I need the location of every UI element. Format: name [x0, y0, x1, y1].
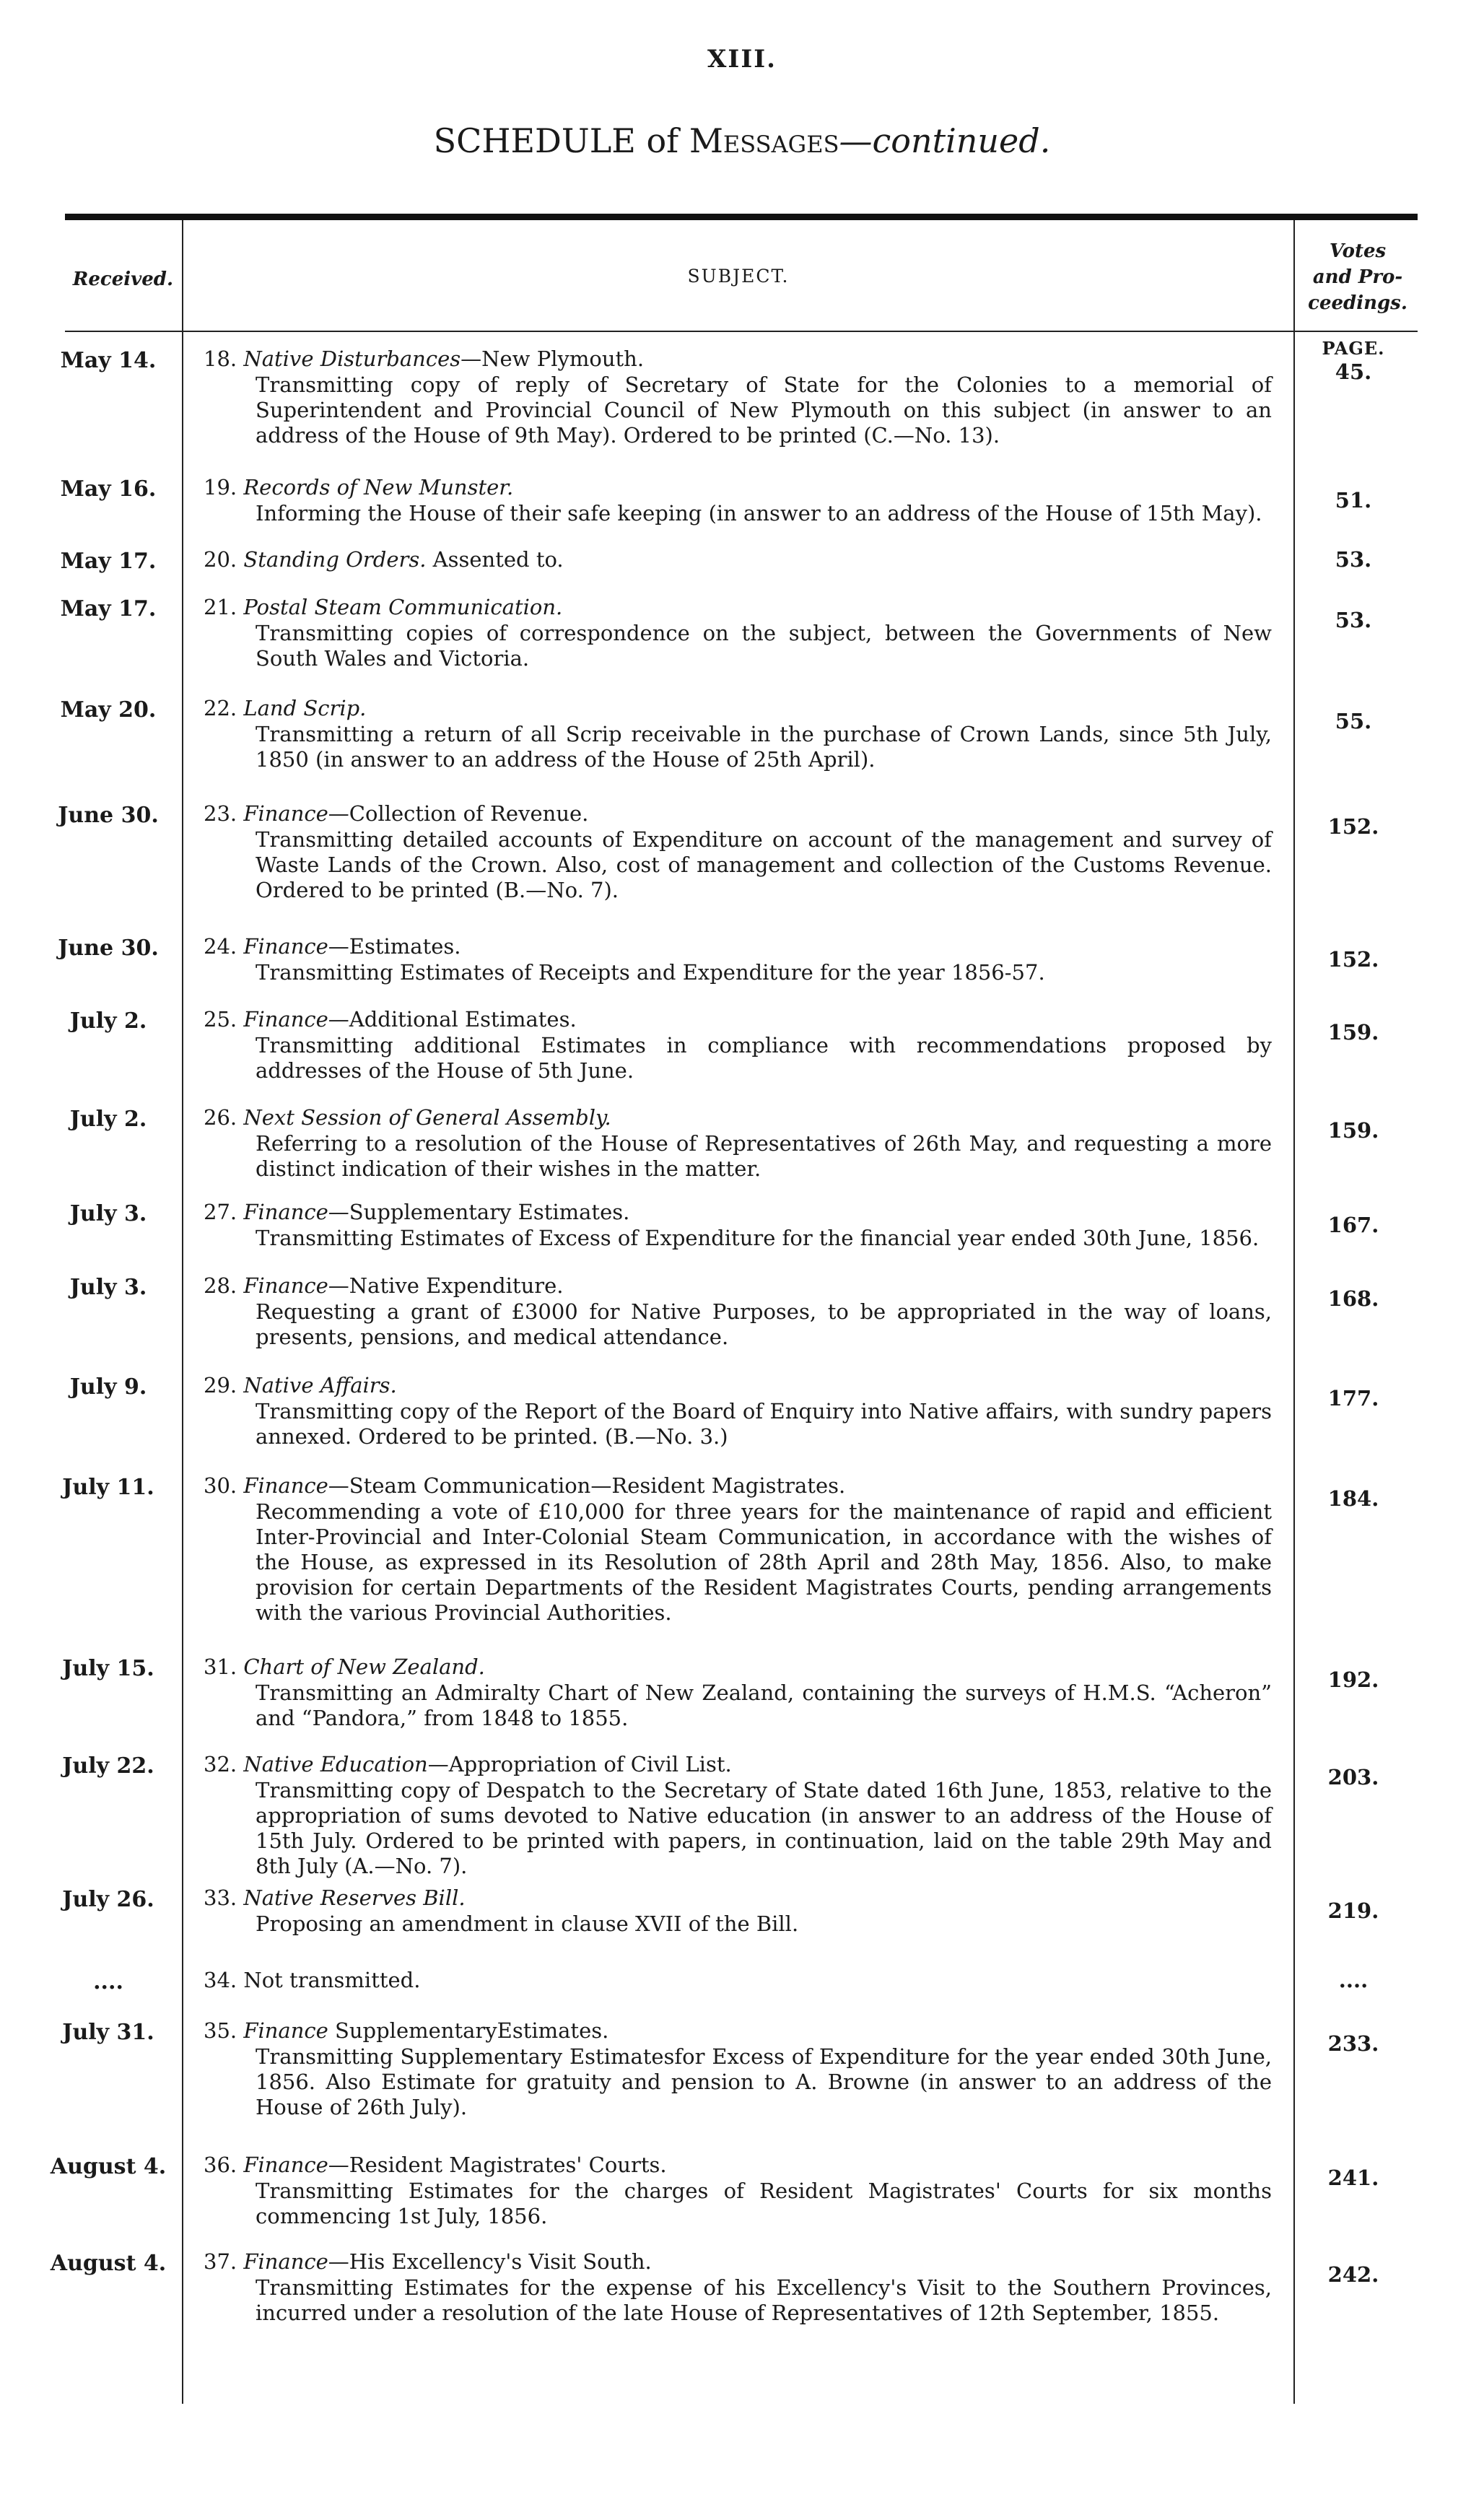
page-reference: 159.: [1327, 1118, 1379, 1143]
page-reference: 177.: [1327, 1386, 1379, 1411]
message-number: 25.: [204, 1007, 244, 1032]
message-heading: [204, 1966, 1272, 1994]
page-reference: 167.: [1327, 1213, 1379, 1237]
subject-cell: [204, 1198, 1272, 1251]
message-number: 30.: [204, 1473, 244, 1498]
message-number: 34.: [204, 1968, 244, 1992]
subject-cell: [204, 694, 1272, 772]
received-date: May 20.: [60, 697, 157, 723]
message-subtopic: —Collection of Revenue.: [328, 801, 589, 826]
subject-cell: [204, 800, 1272, 903]
title-messages: Messages: [689, 121, 839, 160]
message-subtopic: —Additional Estimates.: [328, 1007, 577, 1032]
message-description: Transmitting Estimates of Receipts and Expenditure for the year 1856-57.: [256, 960, 1045, 985]
message-topic: Standing Orders.: [243, 547, 427, 572]
subject-cell: [204, 933, 1272, 985]
message-topic: Next Session of General Assembly.: [243, 1105, 611, 1130]
header-received: Received.: [72, 269, 173, 290]
title-continued: —continued.: [839, 121, 1051, 160]
received-date: July 26.: [62, 1887, 154, 1912]
message-description: Transmitting additional Estimates in compliance with recommendations proposed by addresses of the House of 5th June.: [256, 1033, 1272, 1083]
message-topic: Finance: [243, 934, 328, 959]
message-description: Transmitting a return of all Scrip receivable in the purchase of Crown Lands, since 5th July, 1850 (in answer to an address of the House of 25th April).: [256, 722, 1272, 772]
message-number: 26.: [204, 1105, 244, 1130]
title-main: SCHEDULE: [433, 121, 636, 160]
page-reference: 184.: [1327, 1486, 1379, 1511]
message-number: 36.: [204, 2153, 244, 2177]
message-heading: [204, 593, 1272, 621]
received-date: July 3.: [69, 1275, 147, 1300]
message-number: 33.: [204, 1885, 244, 1910]
message-topic: Finance: [243, 1200, 328, 1224]
column-divider-left: [182, 220, 183, 2404]
title-of: of: [646, 121, 679, 160]
message-topic: Postal Steam Communication.: [243, 595, 563, 619]
page-reference: 51.: [1335, 488, 1372, 513]
message-subtopic: Not transmitted.: [243, 1968, 421, 1992]
header-rule: [65, 331, 1418, 332]
page-reference: 219.: [1327, 1898, 1379, 1923]
page-reference: 168.: [1327, 1286, 1379, 1311]
message-subtopic: —Steam Communication—Resident Magistrates.: [328, 1473, 846, 1498]
message-topic: Native Disturbances: [243, 346, 461, 371]
header-votes-line2: and Pro-: [1312, 266, 1403, 288]
message-description: Transmitting detailed accounts of Expenditure on account of the management and survey of Waste Lands of the Crown. Also, cost of management and collection of the Customs Revenue. Ordered to be printed (B.—No. 7).: [256, 827, 1272, 902]
subject-cell: [204, 345, 1272, 448]
message-subtopic: —Appropriation of Civil List.: [427, 1752, 732, 1776]
message-number: 21.: [204, 595, 244, 619]
received-date: July 11.: [62, 1475, 154, 1500]
received-date: July 9.: [69, 1374, 147, 1400]
message-heading: [204, 1472, 1272, 1499]
message-description: Transmitting copy of the Report of the Board of Enquiry into Native affairs, with sundry papers annexed. Ordered to be printed. (B.—No. 3.): [256, 1399, 1272, 1449]
message-heading: [204, 2248, 1272, 2275]
message-topic: Finance: [243, 801, 328, 826]
message-subtopic: —Supplementary Estimates.: [328, 1200, 630, 1224]
message-heading: [204, 1272, 1272, 1299]
subject-cell: [204, 1472, 1272, 1626]
page-title: [0, 121, 1484, 160]
message-description: Transmitting copy of Despatch to the Secretary of State dated 16th June, 1853, relative to the appropriation of sums devoted to Native education (in answer to an address of the House of 15th July. Ordered to be printed with papers, in continuation, laid on the table 29th May and 8th July (A.—No. 7).: [256, 1778, 1272, 1878]
message-topic: Finance: [243, 1007, 328, 1032]
message-heading: [204, 1884, 1272, 1911]
received-date: July 22.: [62, 1753, 154, 1779]
message-heading: [204, 1372, 1272, 1399]
message-subtopic: —His Excellency's Visit South.: [328, 2249, 652, 2274]
message-subtopic: —Native Expenditure.: [328, 1273, 564, 1298]
page-reference: 241.: [1327, 2166, 1379, 2190]
message-description: Transmitting Estimates of Excess of Expenditure for the financial year ended 30th June, 1856.: [256, 1226, 1260, 1250]
message-topic: Finance: [243, 1473, 328, 1498]
message-topic: Records of New Munster.: [243, 475, 514, 500]
message-number: 37.: [204, 2249, 244, 2274]
message-heading: [204, 2151, 1272, 2179]
header-votes-line3: ceedings.: [1308, 292, 1407, 314]
message-topic: Native Reserves Bill.: [243, 1885, 466, 1910]
page-number: XIII.: [707, 45, 777, 74]
message-description: Recommending a vote of £10,000 for three years for the maintenance of rapid and efficient Inter-Provincial and Inter-Colonial Steam Communication, in accordance with the wishes of the House, as expressed in its Resolution of 28th April and 28th May, 1856. Also, to make provision for certain Departments of the Resident Magistrates Courts, pending arrangements with the various Provincial Authorities.: [256, 1499, 1272, 1625]
message-heading: [204, 1750, 1272, 1778]
message-number: 22.: [204, 696, 244, 720]
message-topic: Finance: [243, 2249, 328, 2274]
subject-cell: [204, 1372, 1272, 1449]
message-number: 32.: [204, 1752, 244, 1776]
message-description: Informing the House of their safe keeping (in answer to an address of the House of 15th May).: [256, 501, 1262, 526]
subject-cell: [204, 2017, 1272, 2120]
received-date: July 2.: [69, 1107, 147, 1132]
received-date: August 4.: [50, 2154, 167, 2179]
message-heading: [204, 1104, 1272, 1131]
message-number: 19.: [204, 475, 244, 500]
page-reference: 53.: [1335, 608, 1372, 632]
page-reference: ....: [1338, 1968, 1369, 1992]
received-date: June 30.: [58, 803, 159, 828]
subject-cell: [204, 1104, 1272, 1182]
message-description: Transmitting an Admiralty Chart of New Zealand, containing the surveys of H.M.S. “Acheron” and “Pandora,” from 1848 to 1855.: [256, 1680, 1272, 1730]
subject-cell: [204, 1006, 1272, 1084]
page-reference: 242.: [1327, 2262, 1379, 2287]
received-date: May 16.: [60, 476, 157, 502]
message-number: 20.: [204, 547, 244, 572]
header-votes: [1296, 238, 1419, 316]
message-number: 29.: [204, 1373, 244, 1398]
message-heading: [204, 800, 1272, 827]
subject-cell: [204, 1884, 1272, 1937]
subject-cell: [204, 1272, 1272, 1350]
received-date: July 3.: [69, 1201, 147, 1226]
received-date: May 14.: [60, 348, 157, 373]
received-date: May 17.: [60, 596, 157, 622]
received-date: July 31.: [62, 2020, 154, 2045]
page-reference: 45.: [1335, 359, 1372, 384]
message-heading: [204, 474, 1272, 501]
page-reference: 159.: [1327, 1020, 1379, 1045]
message-description: Requesting a grant of £3000 for Native Purposes, to be appropriated in the way of loans, presents, pensions, and medical attendance.: [256, 1299, 1272, 1349]
message-number: 27.: [204, 1200, 244, 1224]
received-date: June 30.: [58, 936, 159, 961]
page-reference: 203.: [1327, 1765, 1379, 1789]
subject-cell: [204, 546, 1272, 573]
subject-cell: [204, 1750, 1272, 1879]
message-topic: Native Education: [243, 1752, 428, 1776]
message-subtopic: —New Plymouth.: [461, 346, 645, 371]
message-heading: [204, 345, 1272, 372]
message-topic: Finance: [243, 2018, 328, 2043]
message-description: Transmitting copy of reply of Secretary of State for the Colonies to a memorial of Superintendent and Provincial Council of New Plymouth on this subject (in answer to an address of the House of 9th May). Ordered to be printed (C.—No. 13).: [256, 372, 1272, 448]
message-heading: [204, 2017, 1272, 2044]
message-description: Transmitting Estimates for the expense of his Excellency's Visit to the Southern Provinces, incurred under a resolution of the late House of Representatives of 12th September, 1855.: [256, 2275, 1272, 2325]
message-description: Transmitting Estimates for the charges of Resident Magistrates' Courts for six months commencing 1st July, 1856.: [256, 2179, 1272, 2228]
message-description: Transmitting copies of correspondence on the subject, between the Governments of New South Wales and Victoria.: [256, 621, 1272, 671]
received-date: August 4.: [50, 2251, 167, 2276]
received-date: July 2.: [69, 1008, 147, 1034]
message-heading: [204, 933, 1272, 960]
message-topic: Finance: [243, 1273, 328, 1298]
page-reference: 233.: [1327, 2031, 1379, 2056]
subject-cell: [204, 1653, 1272, 1731]
message-description: Referring to a resolution of the House of Representatives of 26th May, and requesting a more distinct indication of their wishes in the matter.: [256, 1131, 1272, 1181]
message-topic: Native Affairs.: [243, 1373, 397, 1398]
page-reference: 192.: [1327, 1667, 1379, 1692]
message-heading: [204, 694, 1272, 722]
message-topic: Land Scrip.: [243, 696, 367, 720]
page-reference: 152.: [1327, 814, 1379, 839]
header-subject: SUBJECT.: [687, 266, 790, 287]
message-heading: [204, 1198, 1272, 1226]
message-number: 28.: [204, 1273, 244, 1298]
top-rule: [65, 214, 1418, 220]
page-reference: 53.: [1335, 547, 1372, 572]
message-number: 35.: [204, 2018, 244, 2043]
subject-cell: [204, 474, 1272, 526]
subject-cell: [204, 1966, 1272, 1994]
message-number: 31.: [204, 1654, 244, 1679]
received-date: ....: [93, 1969, 123, 1994]
message-subtopic: —Resident Magistrates' Courts.: [328, 2153, 667, 2177]
message-topic: Finance: [243, 2153, 328, 2177]
message-number: 23.: [204, 801, 244, 826]
message-subtopic: —Estimates.: [328, 934, 461, 959]
subject-cell: [204, 593, 1272, 671]
message-number: 18.: [204, 346, 244, 371]
message-heading: [204, 1006, 1272, 1033]
message-subtopic: SupplementaryEstimates.: [328, 2018, 609, 2043]
received-date: July 15.: [62, 1656, 154, 1681]
header-votes-line1: Votes: [1329, 240, 1387, 262]
subject-cell: [204, 2151, 1272, 2229]
message-topic: Chart of New Zealand.: [243, 1654, 485, 1679]
message-heading: [204, 1653, 1272, 1680]
message-description: Proposing an amendment in clause XVII of the Bill.: [256, 1911, 799, 1936]
message-heading: [204, 546, 1272, 573]
page-column-label: PAGE.: [1322, 338, 1385, 359]
message-subtopic: Assented to.: [426, 547, 564, 572]
received-date: May 17.: [60, 549, 157, 574]
page-reference: 152.: [1327, 947, 1379, 972]
message-number: 24.: [204, 934, 244, 959]
message-description: Transmitting Supplementary Estimatesfor Excess of Expenditure for the year ended 30th June, 1856. Also Estimate for gratuity and pension to A. Browne (in answer to an address of the House of 26th July).: [256, 2044, 1272, 2119]
subject-cell: [204, 2248, 1272, 2326]
page-reference: 55.: [1335, 709, 1372, 733]
